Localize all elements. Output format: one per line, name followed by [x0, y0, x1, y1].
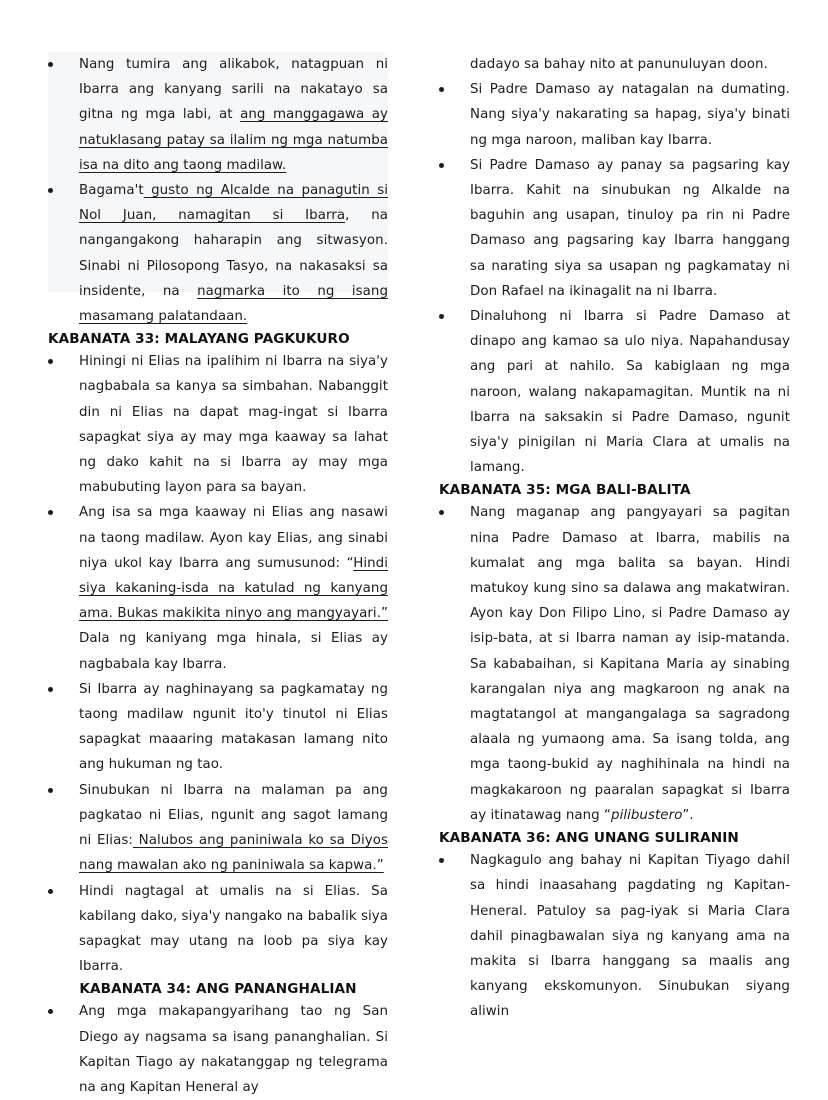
chapter-35-bullet-list	[439, 500, 790, 828]
bullet-text	[470, 848, 790, 1024]
bullet-unang-suliranin	[439, 848, 790, 1024]
underlined-text: Hindi siya kakaning-isda na katulad ng kanyang ama. Bukas makikita ninyo ang mangyayari.”	[79, 555, 388, 622]
plain-text: Si Padre Damaso ay natagalan na dumating. Nang siya'y nakarating sa hapag, siya'y binati ng mga naroon, maliban kay Ibarra.	[470, 82, 790, 148]
bullet-text	[79, 178, 388, 329]
plain-text: Ang isa sa mga kaaway ni Elias ang nasawi na taong madilaw. Ayon kay Elias, ang sinabi niya ukol kay Ibarra ang sumusunod: “	[79, 505, 388, 571]
bullet-text	[470, 77, 790, 153]
bullet-pananghalian	[48, 999, 388, 1100]
chapter-33-bullet-list	[48, 349, 388, 979]
bullet-text	[470, 52, 790, 77]
underlined-text: gusto ng Alcalde na panagutin si Nol Juan, namagitan si Ibarra	[79, 183, 388, 224]
bullet-text	[79, 349, 388, 500]
bullet-text	[79, 778, 388, 879]
plain-text: Nagkagulo ang bahay ni Kapitan Tiyago dahil sa hindi inaasahang pagdating ng Kapitan-Heneral. Patuloy sa pag-iyak si Maria Clara dahil pinagbawalan siya ng kanyang ama na makita si Ibarra hanggang sa maalis ang kanyang ekskomunyon. Sinubukan siyang aliwin	[470, 853, 790, 1020]
bullet-text	[470, 153, 790, 304]
bullet-damaso-pagsaring	[439, 153, 790, 304]
left-top-bullet-list	[48, 52, 388, 329]
plain-text: Dinaluhong ni Ibarra si Padre Damaso at dinapo ang kamao sa ulo niya. Napahandusay ang pari at nahilo. Sa kabiglaan ng mga naroon, walang nakapamagitan. Muntik na ni Ibarra na saksakin si Padre Damaso, ngunit siya'y pinigilan ni Maria Clara at umalis na lamang.	[470, 309, 790, 476]
plain-text: Ang mga makapangyarihang tao ng San Diego ay nagsama sa isang pananghalian. Si Kapitan Tiago ay nakatanggap ng telegrama na ang Kapitan Heneral ay	[79, 1004, 388, 1095]
bullet-pagkatao-elias	[48, 778, 388, 879]
bullet-kaaway-madilaw	[48, 500, 388, 676]
bullet-umalis-elias	[48, 879, 388, 980]
bullet-alikabok	[48, 52, 388, 178]
italic-text: pilibustero	[611, 807, 683, 823]
bullet-damaso-natagalan	[439, 77, 790, 153]
plain-text: Si Ibarra ay naghinayang sa pagkamatay ng taong madilaw ngunit ito'y tinutol ni Elias sapagkat maaaring matakasan lamang nito ang hukuman ng tao.	[79, 681, 388, 773]
bullet-text	[79, 999, 388, 1100]
bullet-naghinayang	[48, 677, 388, 778]
bullet-text	[79, 500, 388, 676]
bullet-text	[470, 304, 790, 480]
plain-text: dadayo sa bahay nito at panunuluyan doon.	[470, 57, 768, 72]
underlined-text: ang manggagawa ay natuklasang patay sa ilalim ng mga natumba isa na dito ang taong madilaw.	[79, 107, 389, 173]
bullet-text	[79, 879, 388, 980]
plain-text: , na nangangakong haharapin ang sitwasyon. Sinabi ni Pilosopong Tasyo, na nakasaksi sa insidente, na	[79, 208, 389, 299]
underlined-text: Nalubos ang paniniwala ko sa Diyos nang mawalan ako ng paniniwala sa kapwa.”	[79, 833, 389, 874]
plain-text: Bagama't	[79, 183, 144, 199]
bullet-elias-ipalihim	[48, 349, 388, 500]
bullet-bali-balita	[439, 500, 790, 828]
plain-text: ”.	[682, 807, 694, 823]
plain-text: Hindi nagtagal at umalis na si Elias. Sa kabilang dako, siya'y nangako na babalik siya sapagkat may utang na loob pa siya kay Ibarra.	[79, 883, 388, 975]
bullet-dadayo	[439, 52, 790, 77]
plain-text: Si Padre Damaso ay panay sa pagsaring kay Ibarra. Kahit na sinubukan ng Alkalde na baguhin ang usapan, tinuloy pa rin ni Padre Damaso ang pagsaring kay Ibarra hanggang sa narating siya sa usapan ng pagkamatay ni Don Rafael na ikinagalit na ni Ibarra.	[470, 157, 790, 299]
bullet-text	[79, 677, 388, 778]
bullet-alcalde	[48, 178, 388, 329]
bullet-text	[79, 52, 388, 178]
chapter-36-heading: KABANATA 36: ANG UNANG SULIRANIN	[439, 830, 739, 847]
left-column	[0, 52, 414, 1100]
underlined-text: nagmarka ito ng isang masamang palatandaan.	[79, 283, 389, 325]
bullet-dinaluhong	[439, 304, 790, 480]
right-continuation-bullet-list	[439, 52, 790, 480]
right-column	[414, 52, 828, 1025]
plain-text: Dala ng kaniyang mga hinala, si Elias ay nagbabala kay Ibarra.	[79, 631, 388, 672]
chapter-33-heading: KABANATA 33: MALAYANG PAGKUKURO	[48, 331, 350, 348]
chapter-35-heading: KABANATA 35: MGA BALI-BALITA	[439, 482, 691, 499]
plain-text: Nang maganap ang pangyayari sa pagitan nina Padre Damaso at Ibarra, mabilis na kumalat ang mga balita sa bayan. Hindi matukoy kung sino sa dalawa ang makatwiran. Ayon kay Don Filipo Lino, si Padre Damaso ay isip-bata, at si Ibarra naman ay isip-matanda. Sa kababaihan, si Kapitana Maria ay sinabing karangalan niya ang magkaroon ng anak na magtatangol at mangangalaga sa sagradong alaala ng yumaong ama. Sa isang tolda, ang mga taong-bukid ay naghihinala na hindi na magkakaroon ng paaralan sapagkat si Ibarra ay itinatawag nang “	[470, 505, 790, 823]
chapter-34-bullet-list	[48, 999, 388, 1100]
chapter-36-bullet-list	[439, 848, 790, 1024]
plain-text: Hiningi ni Elias na ipalihim ni Ibarra na siya'y nagbabala sa kanya sa simbahan. Nabanggit din ni Elias na dapat mag-ingat si Ibarra sapagkat siya ay may mga kaaway sa lahat ng dako kahit na si Ibarra ay may mga mabubuting layon para sa bayan.	[79, 354, 388, 496]
two-column-layout	[0, 52, 828, 1100]
chapter-34-heading: KABANATA 34: ANG PANANGHALIAN	[79, 981, 357, 998]
bullet-text	[470, 500, 790, 828]
plain-text: Nang tumira ang alikabok, natagpuan ni Ibarra ang kanyang sarili na nakatayo sa gitna ng mga labi, at	[79, 57, 388, 123]
plain-text: Sinubukan ni Ibarra na malaman pa ang pagkatao ni Elias, ngunit ang sagot lamang ni Elias:	[79, 782, 388, 849]
